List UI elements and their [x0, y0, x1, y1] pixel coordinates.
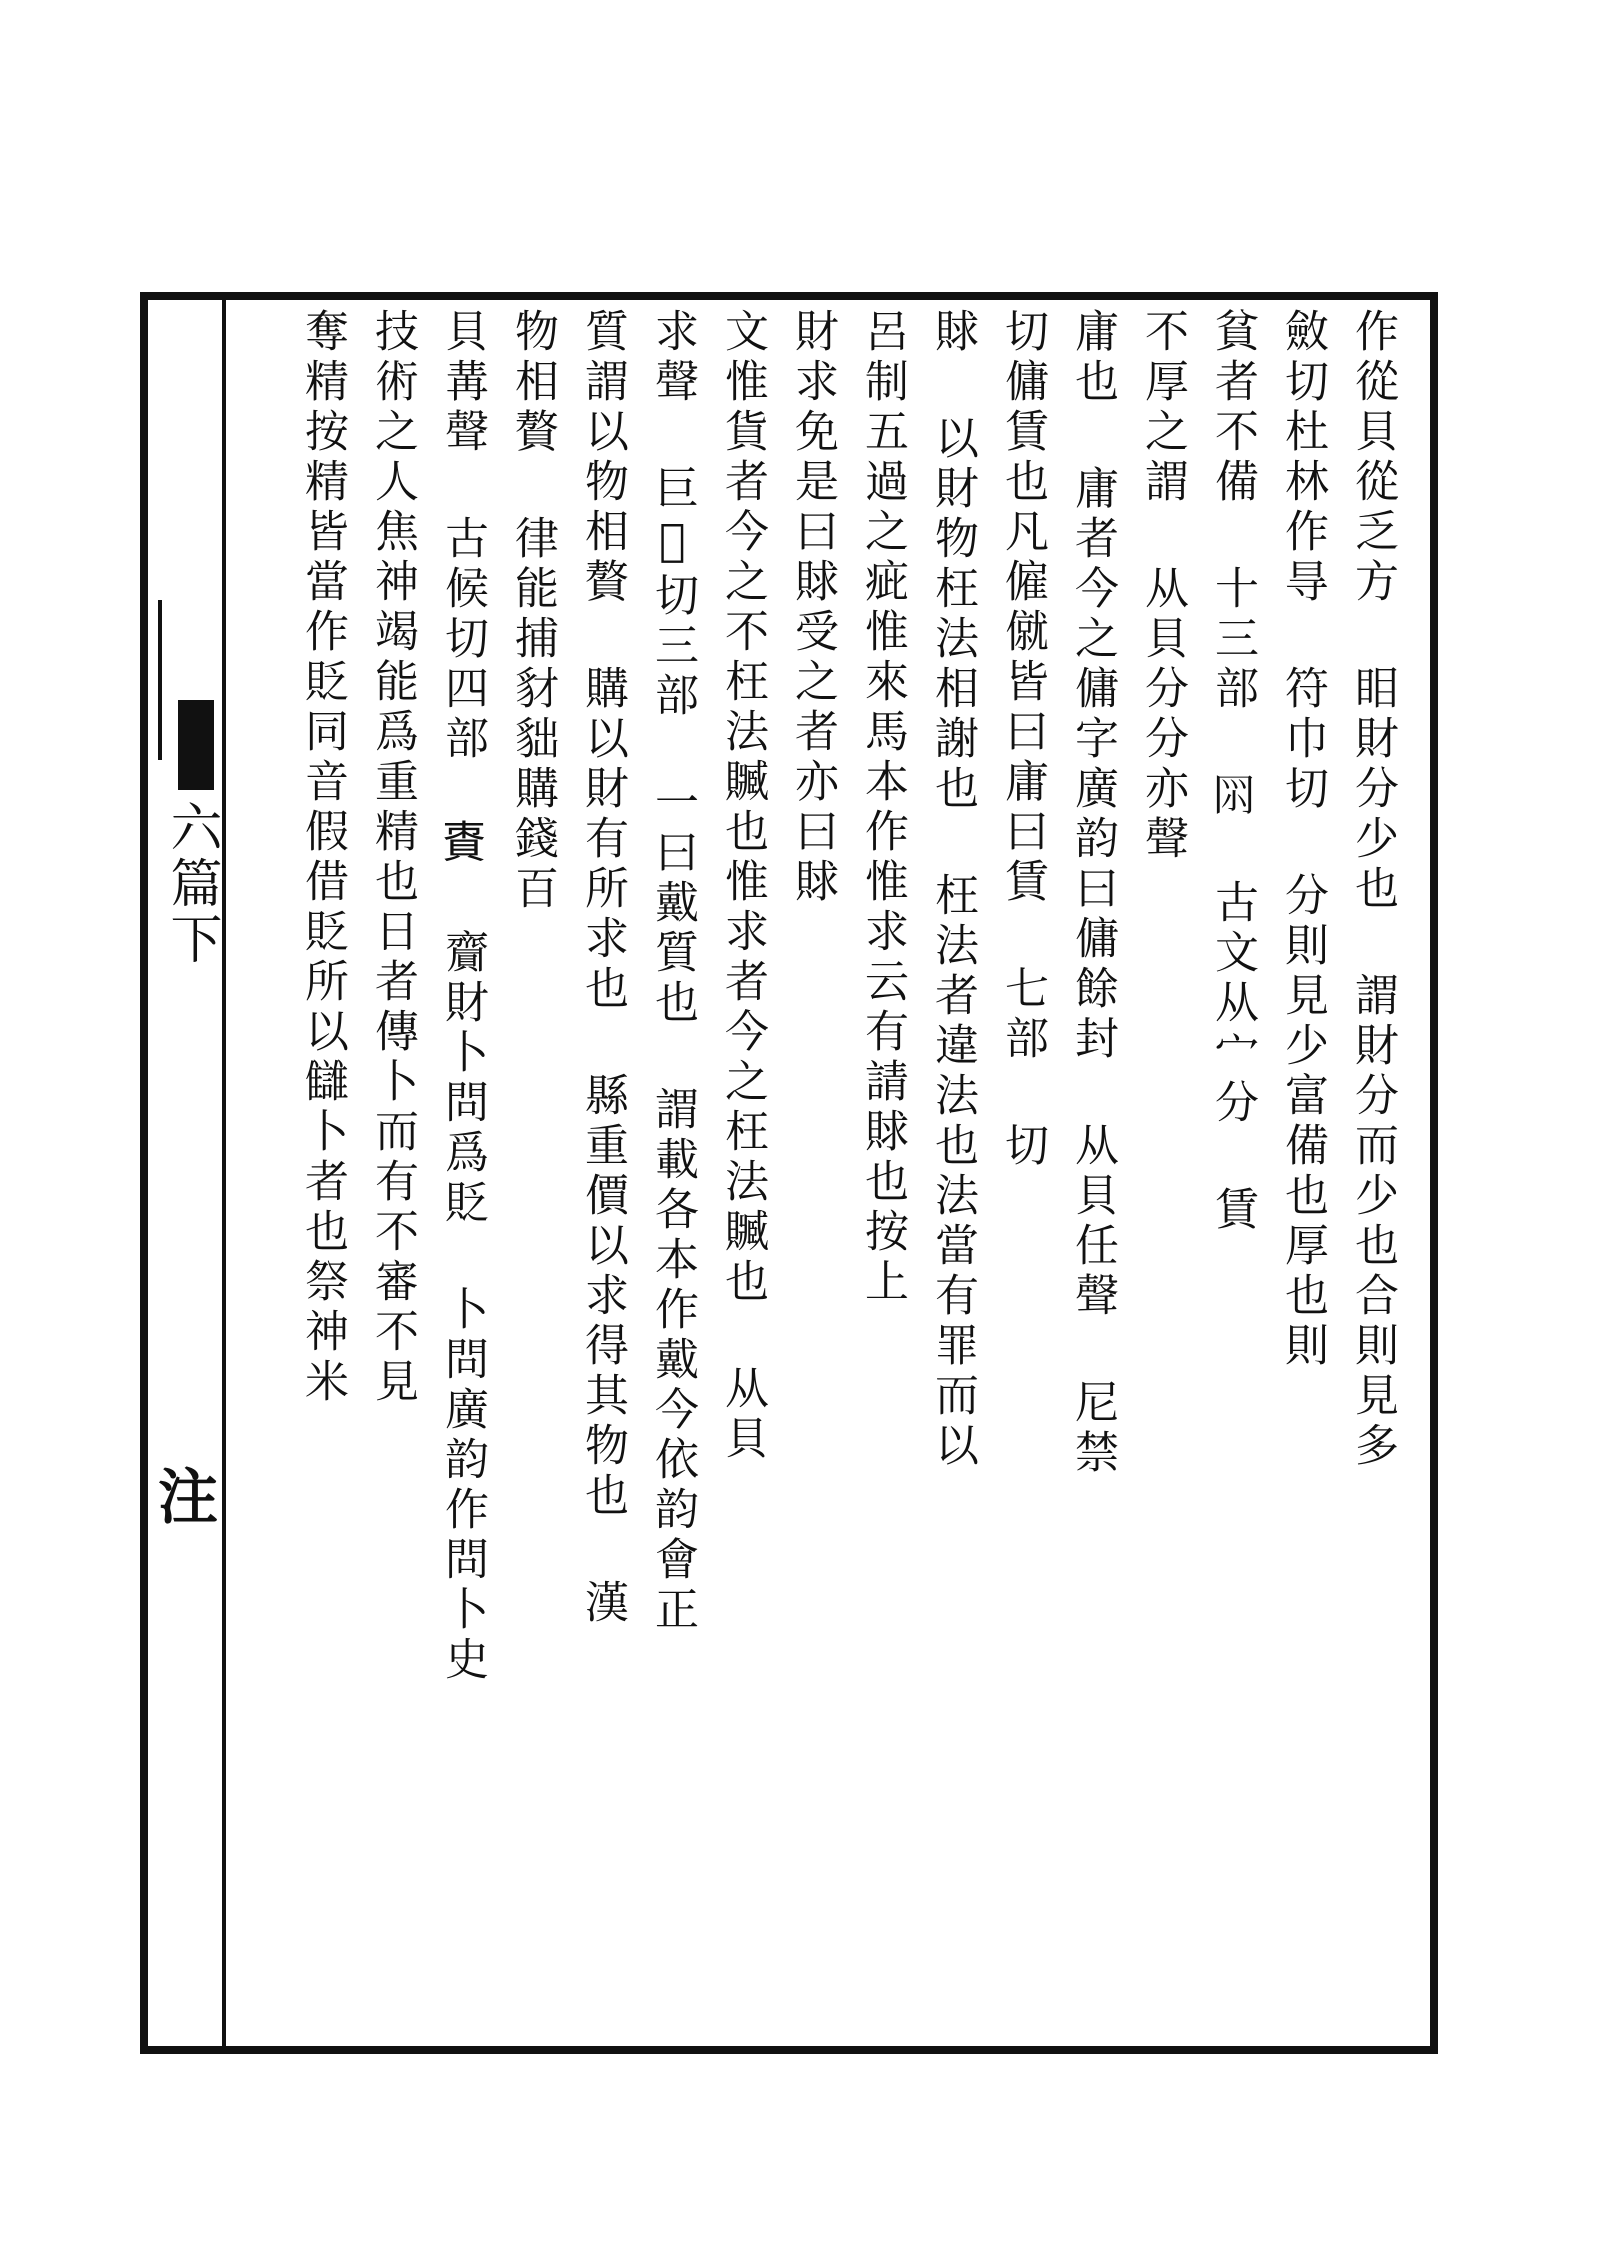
- text-column: 賕 以財物枉法相謝也 枉法者違法也法當有罪而以: [927, 308, 978, 1472]
- gutter-rule: [222, 300, 226, 2046]
- center-gutter: [148, 300, 226, 2046]
- text-column: 斂切杜林作㝵 符巾切 分則見少富備也厚也則: [1277, 308, 1328, 1372]
- text-column: 貧者不備 十三部 𠕘 古文从宀分 賃: [1207, 308, 1258, 1236]
- text-column: 技術之人焦神竭能爲重精也日者傳卜而有不審不見: [367, 308, 418, 1408]
- text-column: 貝冓聲 古候切四部 𧵩 齎財卜問爲貶 卜問廣韵作問卜史: [437, 308, 488, 1686]
- text-column: 呂制五過之疵惟來馬本作惟求云有請賕也按上: [857, 308, 908, 1308]
- text-columns: [245, 300, 1430, 2050]
- chapter-title: 六篇下: [161, 800, 221, 968]
- text-column: 不厚之謂 从貝分分亦聲: [1137, 308, 1188, 865]
- text-column: 文惟貨者今之不枉法贓也惟求者今之枉法贓也 从貝: [717, 308, 768, 1465]
- text-column: 質謂以物相贅 購以財有所求也 縣重價以求得其物也 漢: [577, 308, 628, 1629]
- text-column: 財求免是曰賕受之者亦曰賕: [787, 308, 838, 908]
- text-column: 奪精按精皆當作貶同音假借貶所以讎卜者也祭神米: [297, 308, 348, 1408]
- text-column: 求聲 巨𠫤切三部 一曰戴質也 謂載各本作戴今依韵會正: [647, 308, 698, 1636]
- text-column: 切傭賃也凡僱僦皆曰庸曰賃 七部 切: [997, 308, 1048, 1172]
- fishtail-mark: [178, 700, 214, 790]
- text-column: 作從貝從乏方 䀠財分少也 謂財分而少也合則見多: [1347, 308, 1398, 1472]
- text-column: 物相贅 律能捕豺貀購錢百: [507, 308, 558, 915]
- text-column: 庸也 庸者今之傭字廣韵曰傭餘封 从貝任聲 尼禁: [1067, 308, 1118, 1479]
- gutter-divider: [158, 600, 162, 760]
- gutter-label: 注: [158, 1463, 218, 1533]
